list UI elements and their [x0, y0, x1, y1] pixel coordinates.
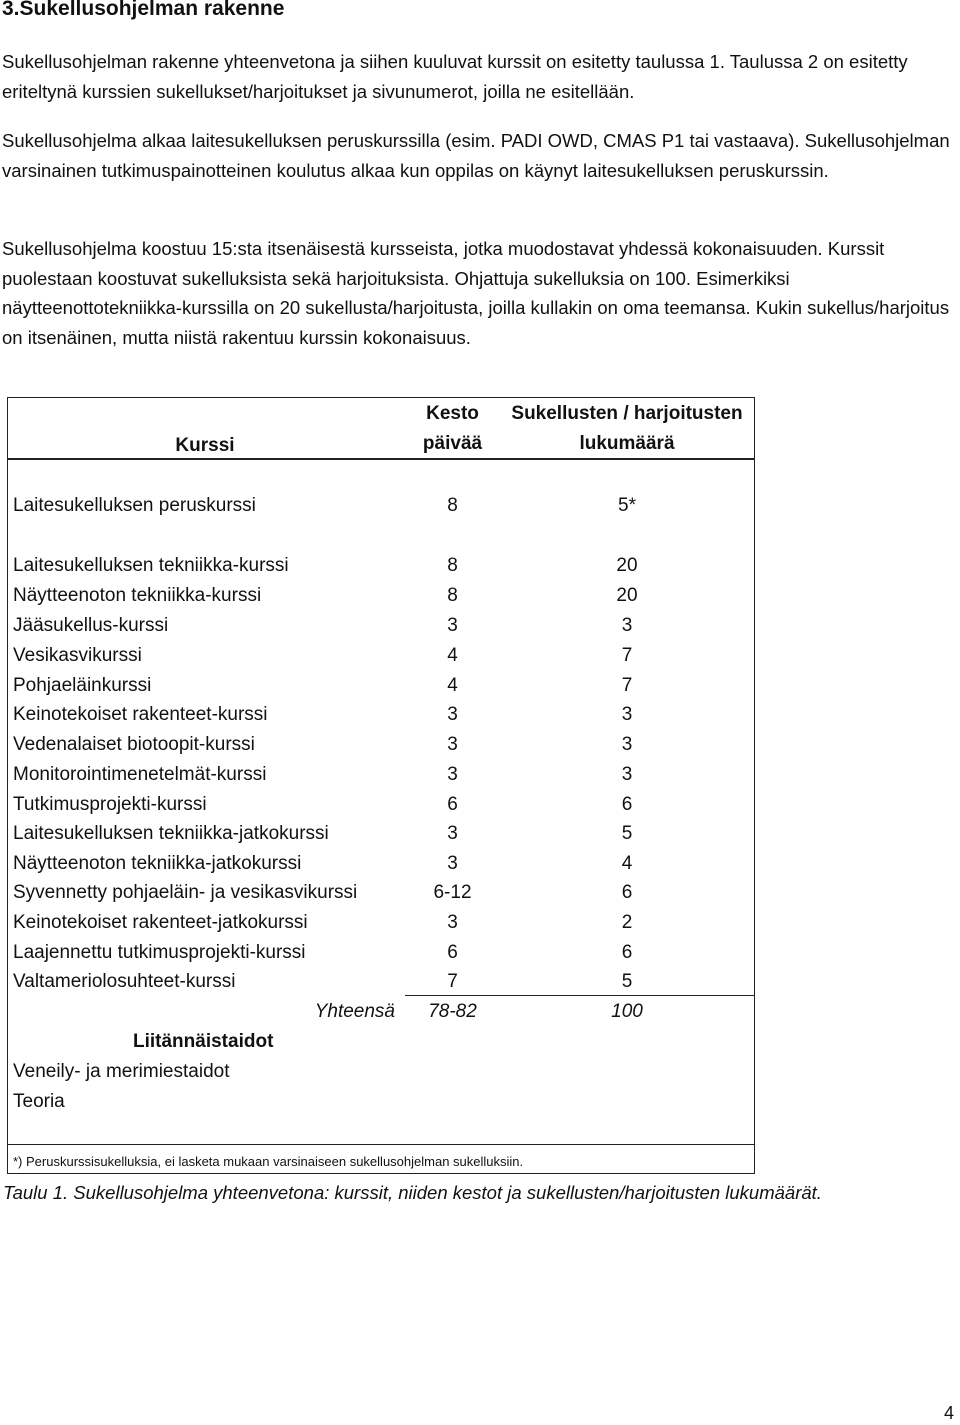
course-name: Pohjaeläinkurssi	[13, 675, 152, 696]
start-paragraph: Sukellusohjelma alkaa laitesukelluksen peruskurssilla (esim. PADI OWD, CMAS P1 tai vastaava). Sukellusohjelman varsinainen tutkimuspainotteinen koulutus alkaa kun oppilas on käynyt laitesukelluksen peruskurssin.	[2, 130, 950, 181]
course-days: 6	[447, 794, 458, 815]
course-count: 5	[621, 971, 633, 992]
header-course: Kurssi	[175, 435, 235, 456]
course-count: 7	[621, 675, 633, 696]
course-count: 3	[621, 615, 633, 636]
basic-course-count: 5*	[618, 495, 636, 516]
course-name: Näytteenoton tekniikka-kurssi	[13, 585, 262, 606]
course-days: 7	[447, 971, 458, 992]
course-name: Syvennetty pohjaeläin- ja vesikasvikurssi	[13, 882, 358, 903]
course-count: 6	[621, 794, 633, 815]
additional-skill-item: Teoria	[13, 1091, 65, 1112]
basic-course-days: 8	[447, 495, 458, 516]
course-days: 3	[447, 704, 458, 725]
footnote-divider	[7, 1144, 755, 1145]
course-days: 3	[447, 912, 458, 933]
total-count: 100	[611, 1001, 643, 1022]
course-count: 20	[616, 555, 638, 576]
course-name: Keinotekoiset rakenteet-jatkokurssi	[13, 912, 308, 933]
course-days: 4	[447, 675, 458, 696]
course-days: 3	[447, 823, 458, 844]
course-name: Laitesukelluksen tekniikka-kurssi	[13, 555, 289, 576]
course-name: Näytteenoton tekniikka-jatkokurssi	[13, 853, 302, 874]
course-days: 8	[447, 585, 458, 606]
course-days: 6	[447, 942, 458, 963]
course-name: Valtameriolosuhteet-kurssi	[13, 971, 236, 992]
total-divider	[405, 995, 754, 996]
course-count: 20	[616, 585, 638, 606]
course-name: Tutkimusprojekti-kurssi	[13, 794, 207, 815]
page-number: 4	[944, 1403, 955, 1423]
basic-course-name: Laitesukelluksen peruskurssi	[13, 495, 256, 516]
course-name: Keinotekoiset rakenteet-kurssi	[13, 704, 268, 725]
course-name: Jääsukellus-kurssi	[13, 615, 169, 636]
course-count: 6	[621, 942, 633, 963]
course-days: 4	[447, 645, 458, 666]
course-name: Vesikasvikurssi	[13, 645, 142, 666]
course-count: 6	[621, 882, 633, 903]
course-count: 3	[621, 704, 633, 725]
header-duration-line2: päivää	[422, 433, 483, 454]
course-days: 3	[447, 734, 458, 755]
course-count: 4	[621, 853, 633, 874]
header-duration-line1: Kesto	[426, 403, 479, 424]
course-count: 5	[621, 823, 633, 844]
intro-paragraph: Sukellusohjelman rakenne yhteenvetona ja siihen kuuluvat kurssit on esitetty taulussa 1. Taulussa 2 on esitetty eriteltynä kurssien sukellukset/harjoitukset ja sivunumerot, joilla ne esitellään.	[2, 51, 908, 102]
course-name: Laitesukelluksen tekniikka-jatkokurssi	[13, 823, 329, 844]
additional-skills-heading: Liitännäistaidot	[133, 1031, 274, 1052]
course-name: Monitorointimenetelmät-kurssi	[13, 764, 267, 785]
course-count: 7	[621, 645, 633, 666]
header-count-line1: Sukellusten / harjoitusten	[511, 403, 743, 424]
course-days: 3	[447, 853, 458, 874]
section-heading: 3.Sukellusohjelman rakenne	[2, 0, 285, 20]
course-count: 2	[621, 912, 633, 933]
additional-skill-item: Veneily- ja merimiestaidot	[13, 1061, 230, 1082]
total-days: 78-82	[428, 1001, 477, 1022]
header-count-line2: lukumäärä	[579, 433, 675, 454]
course-days: 6-12	[433, 882, 472, 903]
course-count: 3	[621, 734, 633, 755]
total-label: Yhteensä	[314, 1001, 395, 1022]
course-days: 8	[447, 555, 458, 576]
table-caption: Taulu 1. Sukellusohjelma yhteenvetona: kurssit, niiden kestot ja sukellusten/harjoitusten lukumäärät.	[3, 1182, 822, 1203]
course-name: Laajennettu tutkimusprojekti-kurssi	[13, 942, 306, 963]
table-footnote: *) Peruskurssisukelluksia, ei lasketa mukaan varsinaiseen sukellusohjelman sukelluksiin.	[13, 1154, 524, 1169]
course-name: Vedenalaiset biotoopit-kurssi	[13, 734, 255, 755]
course-count: 3	[621, 764, 633, 785]
course-days: 3	[447, 764, 458, 785]
course-days: 3	[447, 615, 458, 636]
structure-paragraph: Sukellusohjelma koostuu 15:sta itsenäisestä kursseista, jotka muodostavat yhdessä kokonaisuuden. Kurssit puolestaan koostuvat sukelluksista sekä harjoituksista. Ohjattuja sukelluksia on 100. Esimerkiksi näytteenottotekniikka-kurssilla on 20 sukellusta/harjoitusta, joilla kullakin on oma teemansa. Kukin sukellus/harjoitus on itsenäinen, mutta niistä rakentuu kurssin kokonaisuus.	[2, 238, 950, 348]
